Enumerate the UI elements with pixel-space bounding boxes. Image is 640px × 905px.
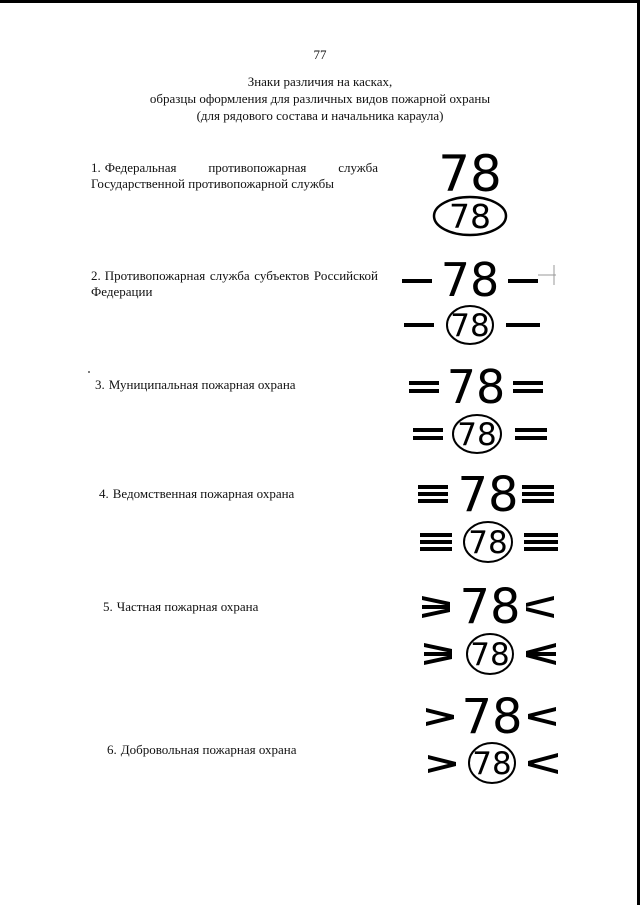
item-1-circled-number: 78 [449,197,491,236]
item-2-circled-number: 78 [450,308,490,344]
item-6-left-chevron-top [426,708,454,726]
item-6-number: 6. [107,742,117,757]
item-4-circled-number: 78 [468,525,508,561]
page-number: 77 [313,47,327,62]
item-6-text: Добровольная пожарная охрана [120,742,297,757]
item-4-right-dash-4 [524,533,558,537]
item-1-number: 1. [91,160,101,175]
item-4-right-dash-1 [522,485,554,489]
item-2-large-number: 78 [440,253,500,307]
item-5-left-chevron-top [422,596,450,618]
item-3-left-dash-1 [409,381,439,385]
item-5-right-chevron-top [526,596,554,618]
item-5-number: 5. [103,599,113,614]
item-1-text: Федеральная противопожарная служба Государственной противопожарной службы [91,160,378,191]
item-4-right-dash-3 [522,499,554,503]
item-4-left-dash-2 [418,492,448,496]
item-3-right-dash-2 [513,389,543,393]
item-2-label [91,268,378,300]
item-3-right-dash-3 [515,428,547,432]
title-line-2: образцы оформления для различных видов пожарной охраны [149,91,491,106]
item-3-number: 3. [95,377,105,392]
item-3-left-dash-4 [413,436,443,440]
item-4-right-dash-2 [522,492,554,496]
item-3-text: Муниципальная пожарная охрана [108,377,296,392]
item-6-left-chevron-bottom [428,755,456,773]
item-6-right-chevron-top [528,707,556,726]
item-2-right-dash-top [508,279,538,283]
item-4-large-number: 78 [457,467,519,523]
item-4-text: Ведомственная пожарная охрана [112,486,295,501]
item-4-left-dash-6 [420,547,452,551]
item-3-label [95,377,382,393]
item-3-left-dash-2 [409,389,439,393]
item-4-label [99,486,386,502]
item-5-text: Частная пожарная охрана [116,599,259,614]
item-4-left-dash-4 [420,533,452,537]
item-5-right-chevron-bottom [526,643,556,665]
item-3-left-dash-3 [413,428,443,432]
item-2-left-dash-top [402,279,432,283]
item-3-circled-number: 78 [457,417,497,453]
item-3-large-number: 78 [446,360,506,414]
scan-speck [88,371,90,373]
item-4-left-dash-1 [418,485,448,489]
item-5-helmet-sign [418,581,568,681]
item-3-right-dash-1 [513,381,543,385]
item-4-number: 4. [99,486,109,501]
title-line-1: Знаки различия на касках, [247,74,393,89]
item-4-left-dash-5 [420,540,452,544]
item-2-text: Противопожарная служба субъектов Российской Федерации [91,268,378,299]
item-1-helmet-sign [420,147,530,247]
page-title [60,73,580,124]
item-4-right-dash-6 [524,547,558,551]
item-6-right-chevron-bottom [528,753,558,774]
item-4-right-dash-5 [524,540,558,544]
item-2-left-dash-bottom [404,323,434,327]
item-2-number: 2. [91,268,101,283]
item-2-right-dash-bottom [506,323,540,327]
item-1-large-number: 78 [438,145,502,203]
item-5-left-chevron-bottom [424,643,452,665]
item-6-helmet-sign [422,689,567,789]
item-2-helmet-sign [398,255,568,355]
item-3-right-dash-4 [515,436,547,440]
item-4-left-dash-3 [418,499,448,503]
item-3-helmet-sign [405,361,565,461]
item-1-label [91,160,378,192]
item-6-large-number: 78 [461,689,523,745]
item-6-circled-number: 78 [472,746,512,782]
item-4-helmet-sign [412,469,572,569]
item-5-circled-number: 78 [470,637,510,673]
item-6-label [107,742,394,758]
title-line-3: (для рядового состава и начальника караула) [196,108,444,123]
item-5-large-number: 78 [459,579,521,635]
item-5-label [103,599,390,615]
